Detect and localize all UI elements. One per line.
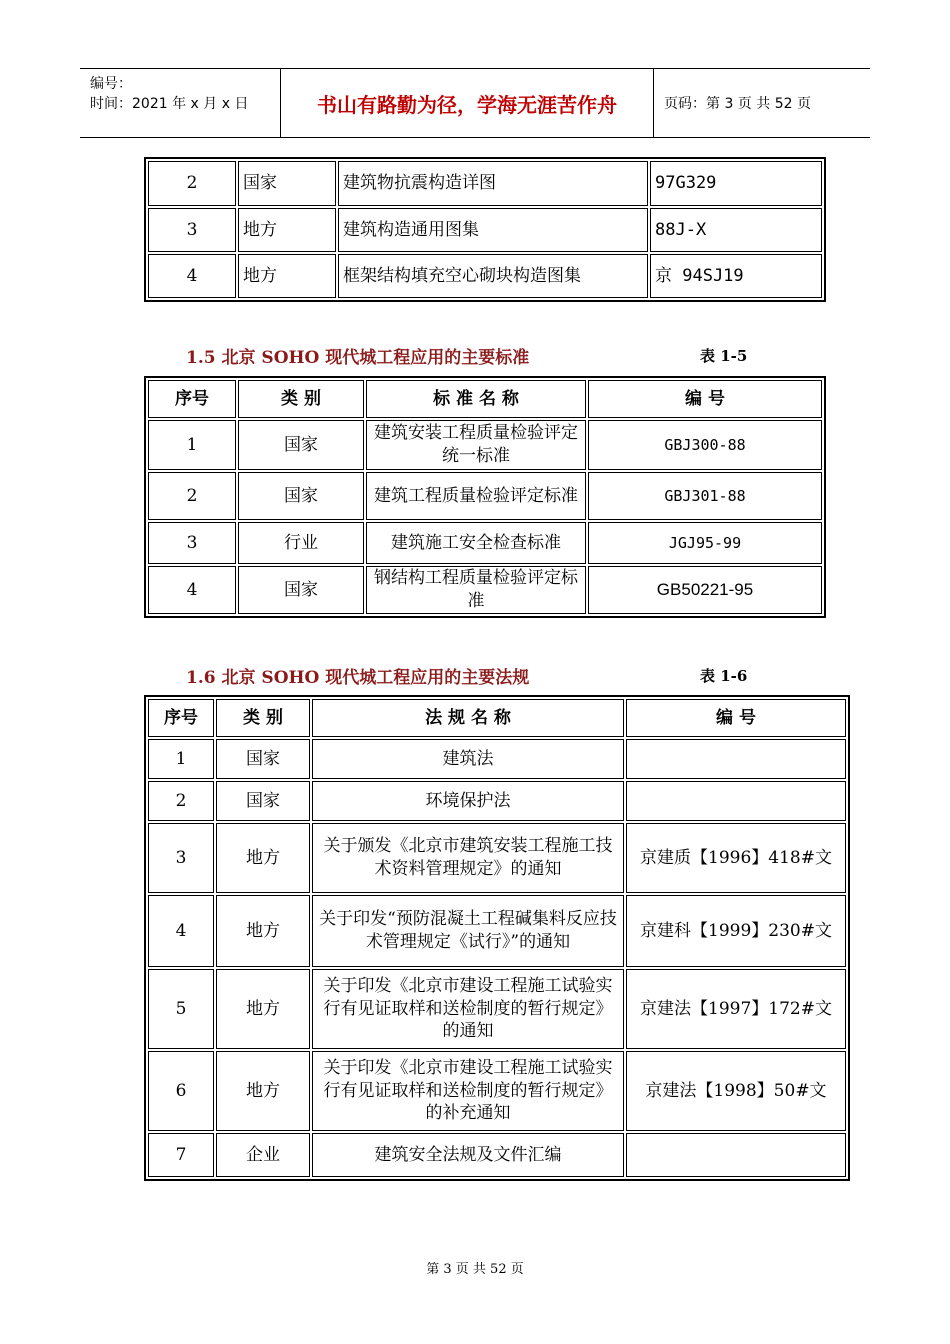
- table-row: [148, 522, 822, 564]
- section-15-title: 1.5 北京 SOHO 现代城工程应用的主要标准: [186, 348, 530, 368]
- row-no: 4: [148, 254, 236, 298]
- table-header-row: [148, 699, 846, 737]
- row-no: 7: [148, 1133, 214, 1177]
- table-header-row: [148, 380, 822, 418]
- row-code: [626, 781, 846, 821]
- row-no: 1: [148, 420, 236, 470]
- table-row: [148, 566, 822, 614]
- header-type: 类 别: [216, 699, 310, 737]
- row-name: 关于印发《北京市建设工程施工试验实行有见证取样和送检制度的暂行规定》的补充通知: [312, 1051, 624, 1131]
- row-code: 京建科【1999】230#文: [626, 895, 846, 967]
- standards-table: [144, 376, 826, 618]
- row-code: [626, 739, 846, 779]
- table-row: [148, 1051, 846, 1131]
- row-type: 地方: [238, 208, 336, 252]
- row-name: 建筑安装工程质量检验评定统一标准: [366, 420, 586, 470]
- section-15-table-label: 表 1-5: [700, 347, 748, 365]
- row-code: 97G329: [650, 161, 822, 206]
- row-name: 建筑安全法规及文件汇编: [312, 1133, 624, 1177]
- header-name: 标 准 名 称: [366, 380, 586, 418]
- row-code: GBJ301-88: [588, 472, 822, 520]
- row-type: 国家: [238, 472, 364, 520]
- doc-number-label: 编号：: [90, 76, 132, 92]
- row-code: 京 94SJ19: [650, 254, 822, 298]
- table-row: [148, 161, 822, 206]
- standards-continued-table: [144, 157, 826, 302]
- row-no: 6: [148, 1051, 214, 1131]
- row-type: 地方: [216, 969, 310, 1049]
- row-code: 京建质【1996】418#文: [626, 823, 846, 893]
- row-name: 建筑物抗震构造详图: [338, 161, 648, 206]
- row-type: 地方: [216, 895, 310, 967]
- header-page-label: 页码：第 3 页 共 52 页: [664, 96, 811, 112]
- row-type: 行业: [238, 522, 364, 564]
- row-code: 88J-X: [650, 208, 822, 252]
- header-type: 类 别: [238, 380, 364, 418]
- table-row: [148, 208, 822, 252]
- row-no: 3: [148, 823, 214, 893]
- header-no: 序号: [148, 380, 236, 418]
- row-name: 建筑工程质量检验评定标准: [366, 472, 586, 520]
- header-meta: [80, 69, 281, 137]
- row-no: 1: [148, 739, 214, 779]
- row-no: 3: [148, 522, 236, 564]
- row-type: 国家: [216, 739, 310, 779]
- row-type: 地方: [216, 823, 310, 893]
- row-no: 4: [148, 566, 236, 614]
- row-no: 2: [148, 472, 236, 520]
- row-name: 框架结构填充空心砌块构造图集: [338, 254, 648, 298]
- row-code: GBJ300-88: [588, 420, 822, 470]
- row-name: 关于印发《北京市建设工程施工试验实行有见证取样和送检制度的暂行规定》的通知: [312, 969, 624, 1049]
- row-no: 2: [148, 161, 236, 206]
- header-code: 编 号: [626, 699, 846, 737]
- row-type: 地方: [238, 254, 336, 298]
- row-code: [626, 1133, 846, 1177]
- row-name: 建筑施工安全检查标准: [366, 522, 586, 564]
- table-row: [148, 254, 822, 298]
- table-row: [148, 472, 822, 520]
- row-name: 关于印发“预防混凝土工程碱集料反应技术管理规定《试行》”的通知: [312, 895, 624, 967]
- header-motto: 书山有路勤为径，学海无涯苦作舟: [281, 69, 654, 137]
- header-name: 法 规 名 称: [312, 699, 624, 737]
- table-row: [148, 420, 822, 470]
- row-no: 4: [148, 895, 214, 967]
- row-type: 国家: [238, 161, 336, 206]
- section-16-title: 1.6 北京 SOHO 现代城工程应用的主要法规: [186, 668, 530, 688]
- table-row: [148, 823, 846, 893]
- row-name: 建筑构造通用图集: [338, 208, 648, 252]
- row-no: 5: [148, 969, 214, 1049]
- row-name: 关于颁发《北京市建筑安装工程施工技术资料管理规定》的通知: [312, 823, 624, 893]
- row-type: 企业: [216, 1133, 310, 1177]
- row-type: 国家: [216, 781, 310, 821]
- row-code: GB50221-95: [588, 566, 822, 614]
- table-row: [148, 781, 846, 821]
- regulations-table: [144, 695, 850, 1181]
- row-name: 建筑法: [312, 739, 624, 779]
- page-footer: 第 3 页 共 52 页: [426, 1262, 524, 1277]
- header-no: 序号: [148, 699, 214, 737]
- row-no: 2: [148, 781, 214, 821]
- section-16-table-label: 表 1-6: [700, 667, 748, 685]
- row-code: JGJ95-99: [588, 522, 822, 564]
- row-type: 地方: [216, 1051, 310, 1131]
- page-header: [80, 68, 870, 138]
- row-type: 国家: [238, 566, 364, 614]
- doc-time-label: 时间：2021 年 x 月 x 日: [90, 96, 249, 112]
- table-row: [148, 739, 846, 779]
- row-code: 京建法【1997】172#文: [626, 969, 846, 1049]
- row-no: 3: [148, 208, 236, 252]
- row-type: 国家: [238, 420, 364, 470]
- row-name: 环境保护法: [312, 781, 624, 821]
- table-row: [148, 969, 846, 1049]
- row-name: 钢结构工程质量检验评定标准: [366, 566, 586, 614]
- header-code: 编 号: [588, 380, 822, 418]
- table-row: [148, 1133, 846, 1177]
- row-code: 京建法【1998】50#文: [626, 1051, 846, 1131]
- table-row: [148, 895, 846, 967]
